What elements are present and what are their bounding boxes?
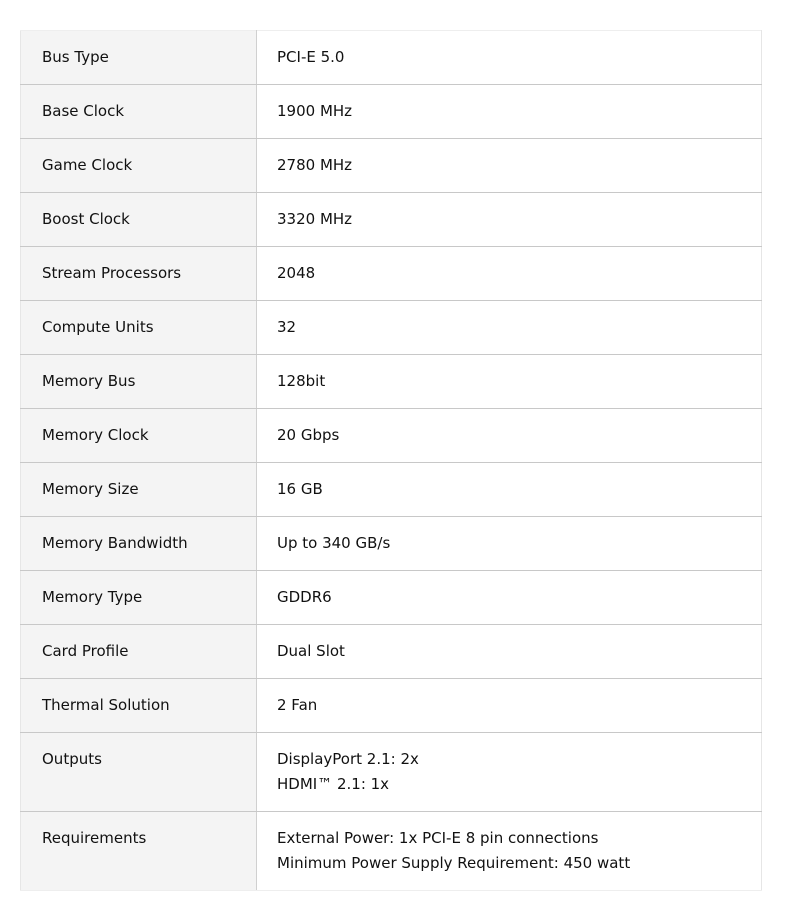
spec-value: 1900 MHz [277, 102, 353, 120]
spec-value: 2780 MHz [277, 156, 353, 174]
spec-row [21, 517, 762, 571]
spec-row [21, 193, 762, 247]
spec-value: HDMI™ 2.1: 1x [277, 775, 390, 793]
spec-value: PCI-E 5.0 [277, 48, 345, 66]
spec-value-cell [257, 517, 762, 571]
spec-label: Memory Type [21, 571, 257, 625]
spec-value: 2 Fan [277, 696, 318, 714]
spec-value: Minimum Power Supply Requirement: 450 watt [277, 854, 631, 872]
spec-value: 20 Gbps [277, 426, 340, 444]
spec-label: Memory Bandwidth [21, 517, 257, 571]
spec-value-cell [257, 85, 762, 139]
spec-row [21, 571, 762, 625]
spec-label: Outputs [21, 733, 257, 812]
spec-row [21, 463, 762, 517]
spec-row [21, 625, 762, 679]
spec-label: Game Clock [21, 139, 257, 193]
spec-value: GDDR6 [277, 588, 332, 606]
spec-row [21, 409, 762, 463]
spec-value-cell [257, 625, 762, 679]
spec-table [20, 30, 762, 891]
spec-value: 2048 [277, 264, 316, 282]
spec-value: 3320 MHz [277, 210, 353, 228]
spec-value-cell [257, 247, 762, 301]
spec-value-cell [257, 139, 762, 193]
spec-value-cell [257, 301, 762, 355]
spec-value-cell [257, 571, 762, 625]
spec-label: Memory Size [21, 463, 257, 517]
spec-row [21, 85, 762, 139]
spec-value-cell [257, 812, 762, 891]
spec-label: Base Clock [21, 85, 257, 139]
spec-table-body [21, 31, 762, 891]
spec-row [21, 247, 762, 301]
spec-value-cell [257, 463, 762, 517]
spec-label: Stream Processors [21, 247, 257, 301]
spec-value: DisplayPort 2.1: 2x [277, 750, 419, 768]
spec-value: 128bit [277, 372, 326, 390]
spec-value: Up to 340 GB/s [277, 534, 391, 552]
spec-label: Bus Type [21, 31, 257, 85]
spec-label: Memory Bus [21, 355, 257, 409]
spec-row [21, 301, 762, 355]
spec-row [21, 812, 762, 891]
spec-label: Boost Clock [21, 193, 257, 247]
spec-value-cell [257, 679, 762, 733]
spec-row [21, 139, 762, 193]
spec-value: External Power: 1x PCI-E 8 pin connections [277, 829, 599, 847]
spec-value-cell [257, 31, 762, 85]
spec-row [21, 733, 762, 812]
spec-row [21, 679, 762, 733]
spec-label: Memory Clock [21, 409, 257, 463]
spec-row [21, 355, 762, 409]
spec-value-cell [257, 193, 762, 247]
spec-label: Card Profile [21, 625, 257, 679]
spec-value: Dual Slot [277, 642, 345, 660]
spec-value: 16 GB [277, 480, 323, 498]
spec-value-cell [257, 733, 762, 812]
spec-value-cell [257, 409, 762, 463]
spec-value: 32 [277, 318, 297, 336]
spec-label: Compute Units [21, 301, 257, 355]
spec-value-cell [257, 355, 762, 409]
spec-row [21, 31, 762, 85]
spec-label: Thermal Solution [21, 679, 257, 733]
spec-label: Requirements [21, 812, 257, 891]
